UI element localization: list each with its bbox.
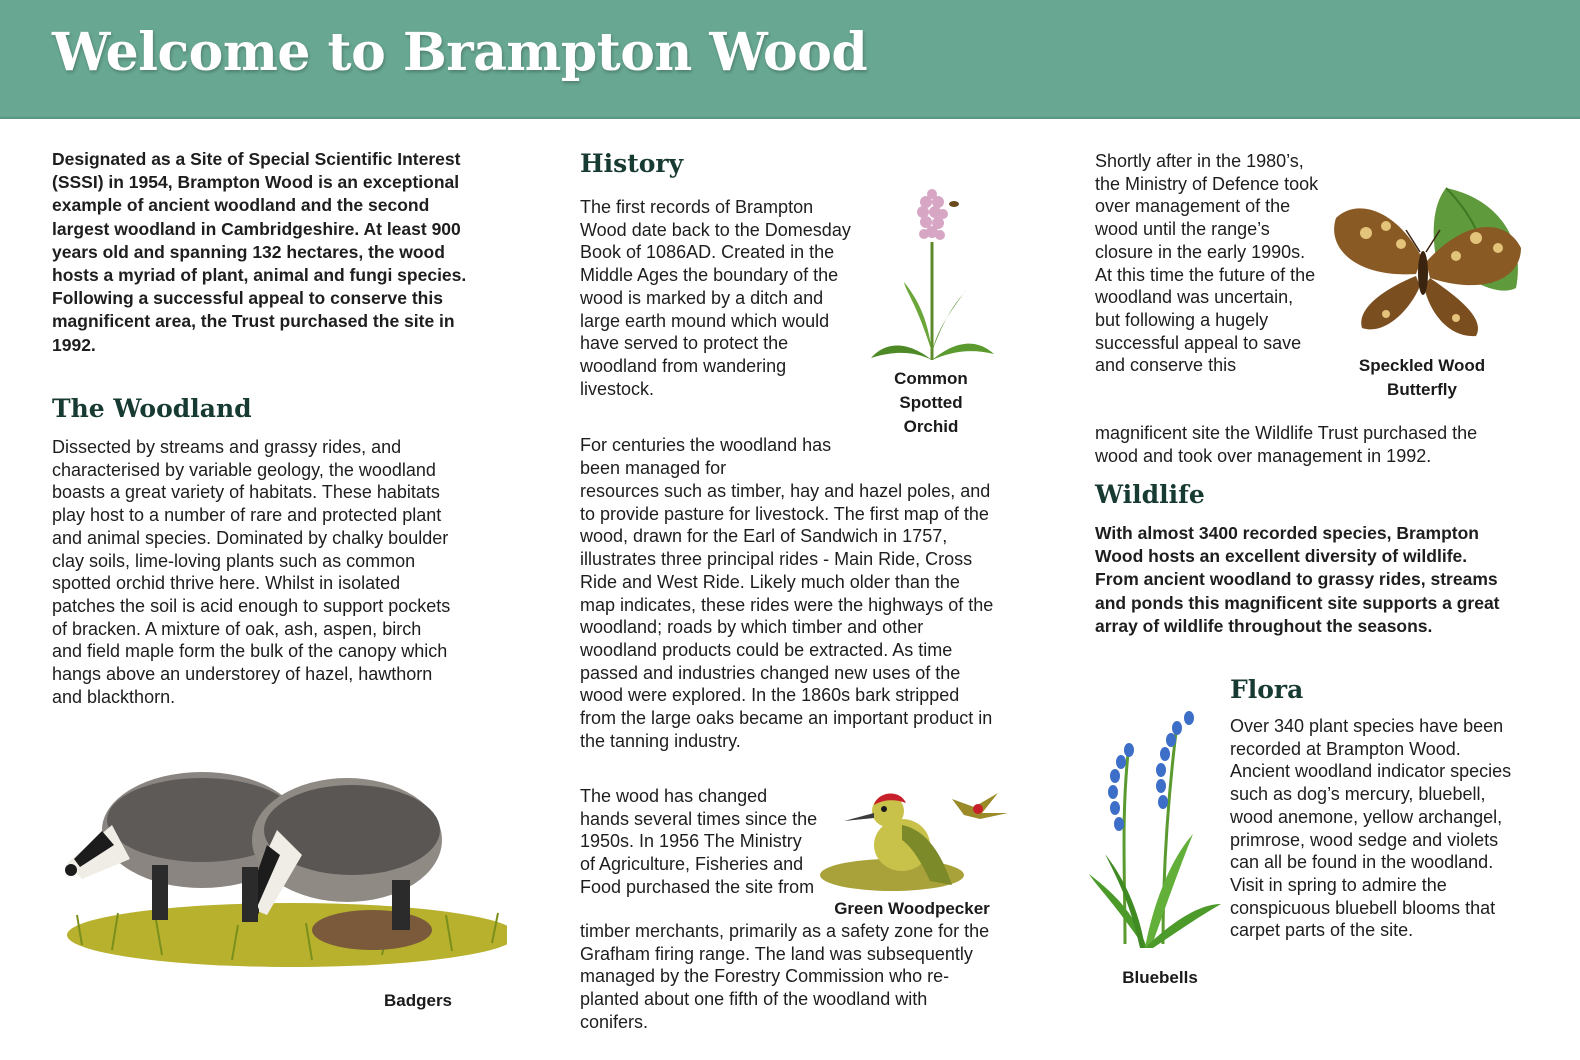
wildlife-text: With almost 3400 recorded species, Brampton Wood hosts an excellent diversity of wildlife. From ancient woodland to grassy rides, streams and ponds this magnificent site supports a great array of wildlife throughout the seasons. — [1095, 523, 1500, 636]
flora-text: Over 340 plant species have been recorded at Brampton Wood. Ancient woodland indicator species such as dog’s mercury, bluebell, wood anemone, yellow archangel, primrose, wood sedge and violets can all be found in the woodland. Visit in spring to admire the conspicuous bluebell blooms that carpet parts of the site. — [1230, 716, 1512, 941]
history-continued-top: Shortly after in the 1980’s, the Ministry of Defence took over management of the wood until the range’s closure in the early 1990s. At this time the future of the woodland was uncertain, but following a hugely successful appeal to save and conserve this — [1095, 151, 1319, 376]
flora-heading: Flora — [1230, 675, 1304, 704]
orchid-illustration — [866, 182, 998, 368]
title-banner — [0, 0, 1580, 119]
orchid-caption: Common Spotted Orchid — [894, 369, 968, 436]
bluebells-illustration — [1085, 704, 1225, 954]
intro-text: Designated as a Site of Special Scientific Interest (SSSI) in 1954, Brampton Wood is an exceptional example of ancient woodland and the second largest woodland in Cambridgeshire. At least 900 years old and spanning 132 hectares, the wood hosts a myriad of plant, animal and fungi species. Following a successful appeal to conserve this magnificent area, the Trust purchased the site in 1992. — [52, 149, 467, 355]
history-para1: The first records of Brampton Wood date back to the Domesday Book of 1086AD. Created in the Middle Ages the boundary of the wood is marked by a ditch and large earth mound which would have served to protect the woodland from wandering livestock. — [580, 197, 851, 399]
butterfly-caption: Speckled Wood Butterfly — [1358, 356, 1486, 399]
history-para3-top: The wood has changed hands several times since the 1950s. In 1956 The Ministry of Agriculture, Fisheries and Food purchased the site from — [580, 786, 818, 897]
history-heading: History — [580, 149, 684, 178]
woodpecker-illustration — [812, 785, 1012, 897]
page-title: Welcome to Brampton Wood — [52, 22, 868, 83]
badgers-illustration — [52, 755, 507, 975]
history-para2-top: For centuries the woodland has been managed for — [580, 435, 832, 478]
woodland-heading: The Woodland — [52, 394, 252, 423]
woodland-text: Dissected by streams and grassy rides, and characterised by variable geology, the woodland boasts a great variety of habitats. These habitats play host to a number of rare and protected plant and animal species. Dominated by chalky boulder clay soils, lime-loving plants such as common spotted orchid thrive here. Whilst in isolated patches the soil is acid enough to support pockets of bracken. A mixture of oak, ash, aspen, birch and field maple form the bulk of the canopy which hangs above an understorey of hazel, hawthorn and blackthorn. — [52, 437, 451, 707]
butterfly-illustration — [1316, 178, 1530, 346]
history-para2-rest: resources such as timber, hay and hazel poles, and to provide pasture for livestock. The first map of the wood, drawn for the Earl of Sandwich in 1757, illustrates three principal rides - Main Ride, Cross Ride and West Ride. Likely much older than the map indicates, these rides were the highways of the woodland; roads by which timber and other woodland products could be extracted. As time passed and industries changed new uses of the wood were explored. In the 1860s bark stripped from the large oaks became an important product in the tanning industry. — [580, 481, 994, 751]
history-para3-rest: timber merchants, primarily as a safety zone for the Grafham firing range. The land was subsequently managed by the Forestry Commission who re-planted about one fifth of the woodland with conifers. — [580, 921, 990, 1032]
woodpecker-caption: Green Woodpecker — [834, 899, 990, 918]
wildlife-heading: Wildlife — [1095, 480, 1205, 509]
bluebells-caption: Bluebells — [1122, 968, 1198, 987]
badgers-caption: Badgers — [383, 991, 453, 1010]
history-continued-rest: magnificent site the Wildlife Trust purchased the wood and took over management in 1992. — [1095, 423, 1478, 466]
